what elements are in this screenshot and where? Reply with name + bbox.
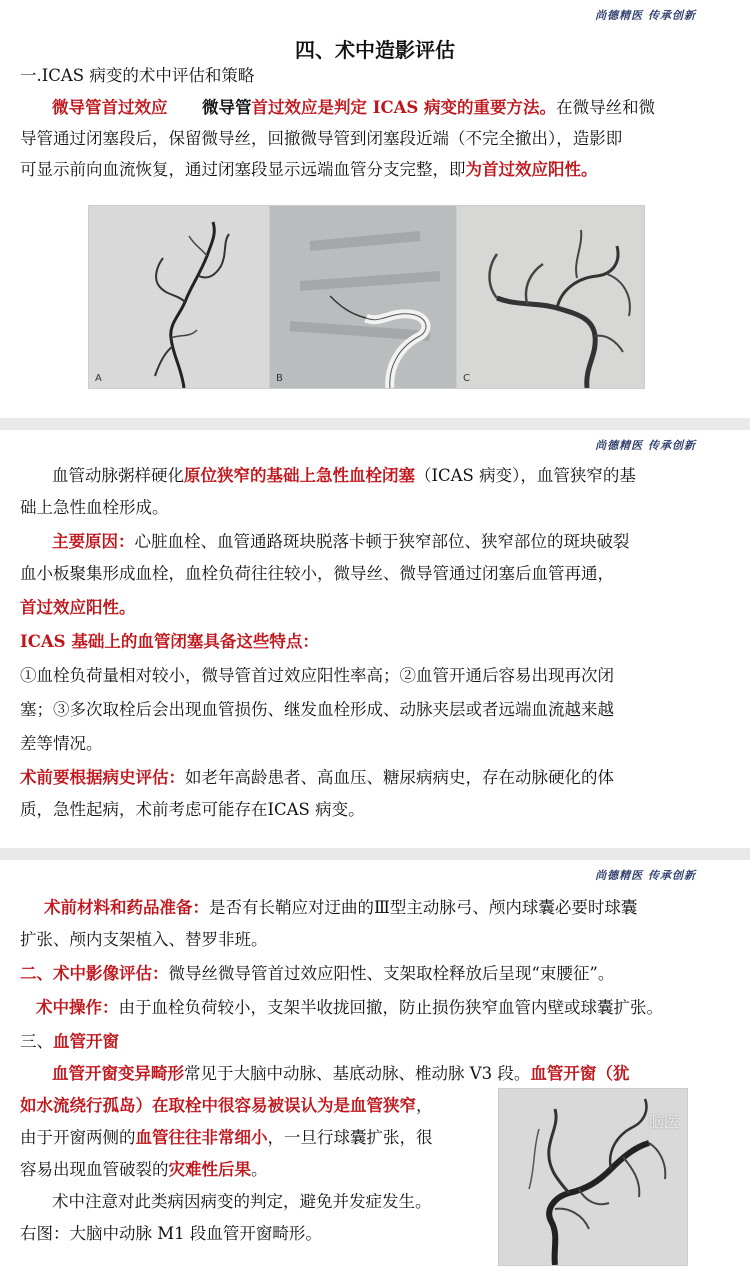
angiogram-panel-a xyxy=(88,205,270,389)
watermark-logo: 脑医 xyxy=(648,1113,679,1131)
paragraph-line: 础上急性血栓形成。 xyxy=(20,498,169,517)
angiogram-a-image xyxy=(89,206,269,388)
paragraph-line: 扩张、颅内支架植入、替罗非班。 xyxy=(20,930,268,949)
paragraph-line: 术中注意对此类病因病变的判定，避免并发症发生。 xyxy=(52,1192,432,1211)
angiogram-b-image xyxy=(270,206,456,388)
paragraph-line: 右图：大脑中动脉 M1 段血管开窗畸形。 xyxy=(20,1224,322,1243)
paragraph-line: 容易出现血管破裂的灾难性后果。 xyxy=(20,1160,268,1179)
paragraph-line: 术前要根据病史评估：如老年高龄患者、高血压、糖尿病病史，存在动脉硬化的体 xyxy=(20,768,614,787)
paragraph-line: 塞；③多次取栓后会出现血管损伤、继发血栓形成、动脉夹层或者远端血流越来越 xyxy=(20,700,614,719)
slide-1 xyxy=(0,0,750,418)
panel-label-b: B xyxy=(276,373,283,384)
angiogram-c-image xyxy=(457,206,644,388)
paragraph-line: 可显示前向血流恢复，通过闭塞段显示远端血管分支完整，即为首过效应阳性。 xyxy=(20,160,598,179)
angiogram-fenestration xyxy=(498,1088,688,1266)
paragraph-line: 术中操作：由于血栓负荷较小，支架半收拢回撤，防止损伤狭窄血管内壁或球囊扩张。 xyxy=(36,998,663,1017)
panel-label-c: C xyxy=(463,373,470,384)
paragraph-line: 术前材料和药品准备：是否有长鞘应对迂曲的Ⅲ型主动脉弓、颅内球囊必要时球囊 xyxy=(44,898,638,917)
paragraph-line: 质，急性起病，术前考虑可能存在ICAS 病变。 xyxy=(20,800,365,819)
motto: 尚德精医 传承创新 xyxy=(595,439,696,452)
motto: 尚德精医 传承创新 xyxy=(595,869,696,882)
section-heading: 一.ICAS 病变的术中评估和策略 xyxy=(20,66,255,85)
paragraph-line: ①血栓负荷量相对较小，微导管首过效应阳性率高；②血管开通后容易出现再次闭 xyxy=(20,666,614,685)
slide-3 xyxy=(0,860,750,1284)
paragraph-line: 微导管首过效应 微导管首过效应是判定 ICAS 病变的重要方法。在微导丝和微 xyxy=(52,98,656,117)
paragraph-line: 二、术中影像评估：微导丝微导管首过效应阳性、支架取栓释放后呈现“束腰征”。 xyxy=(20,964,615,983)
panel-label-a: A xyxy=(95,373,102,384)
paragraph-line: 差等情况。 xyxy=(20,734,103,753)
slide-title: 四、术中造影评估 xyxy=(295,38,455,62)
paragraph-line: 由于开窗两侧的血管往往非常细小，一旦行球囊扩张，很 xyxy=(20,1128,433,1147)
paragraph-line: 首过效应阳性。 xyxy=(20,598,136,617)
paragraph-line: ICAS 基础上的血管闭塞具备这些特点： xyxy=(20,632,319,651)
angiogram-panel-c xyxy=(456,205,645,389)
angiogram-panel-b xyxy=(269,205,457,389)
slide-2 xyxy=(0,430,750,848)
paragraph-line: 导管通过闭塞段后，保留微导丝，回撤微导管到闭塞段近端（不完全撤出），造影即 xyxy=(20,129,623,148)
paragraph-line: 如水流绕行孤岛）在取栓中很容易被误认为是血管狭窄， xyxy=(20,1096,433,1115)
paragraph-line: 血管动脉粥样硬化原位狭窄的基础上急性血栓闭塞（ICAS 病变），血管狭窄的基 xyxy=(52,466,636,485)
paragraph-line: 血小板聚集形成血栓，血栓负荷往往较小，微导丝、微导管通过闭塞后血管再通， xyxy=(20,564,614,583)
motto: 尚德精医 传承创新 xyxy=(595,9,696,22)
paragraph-line: 血管开窗变异畸形常见于大脑中动脉、基底动脉、椎动脉 V3 段。血管开窗（犹 xyxy=(52,1064,630,1083)
paragraph-line: 三、血管开窗 xyxy=(20,1032,119,1051)
paragraph-line: 主要原因：心脏血栓、血管通路斑块脱落卡顿于狭窄部位、狭窄部位的斑块破裂 xyxy=(52,532,630,551)
